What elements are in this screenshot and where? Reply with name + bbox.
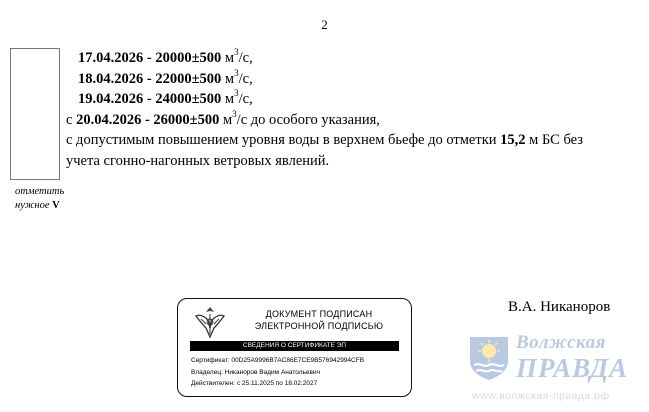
line-suffix: /с, [238,50,253,66]
stamp-title-line1: ДОКУМЕНТ ПОДПИСАН [265,309,373,319]
line-unit: м [221,50,235,66]
line-unit: м [221,91,235,107]
signer-name: В.А. Никаноров [508,299,611,315]
stamp-section-bar: СВЕДЕНИЯ О СЕРТИФИКАТЕ ЭП [190,341,399,351]
stamp-owner: Владелец: Никаноров Вадим Анатольевич [191,369,320,376]
watermark-line1: Волжская [516,332,606,353]
line-date-value: 17.04.2026 - 20000±500 [78,50,222,66]
page-number: 2 [321,17,328,32]
checkbox-note-line2 [15,199,64,213]
discharge-schedule [66,48,626,171]
line-unit-sup: 3 [232,108,237,119]
checkbox-note-line1: отметить [15,186,65,197]
water-level-value: 15,2 [500,132,526,148]
schedule-line-3 [66,89,626,110]
line-date-value: 19.04.2026 - 24000±500 [78,91,222,107]
line-unit-sup: 3 [234,88,239,99]
paragraph-line-1 [66,130,626,151]
schedule-line-4 [66,110,626,131]
line-date-value: 18.04.2026 - 22000±500 [78,70,222,87]
stamp-title-line2: ЭЛЕКТРОННОЙ ПОДПИСЬЮ [254,320,384,331]
checkbox-note [15,185,64,213]
emblem-icon [192,304,228,340]
line-unit-sup: 3 [234,67,239,78]
stamp-certificate: Сертификат: 00D25A9996B7AC86E7CE9B576942994CFB [191,357,365,364]
paragraph-text: с допустимым повышением уровня воды в верхнем бьефе до отметки [66,132,501,148]
stamp-validity: Действителен: с 25.11.2025 по 18.02.2027 [191,380,318,387]
line-date-value: 20.04.2026 - 26000±500 [76,111,220,128]
e-signature-stamp [177,298,412,397]
line-prefix: с [66,111,77,128]
checkbox-note-word: нужное [15,200,50,211]
watermark-line2: ПРАВДА [516,353,629,383]
check-box[interactable] [10,48,60,180]
schedule-line-2 [66,69,626,90]
line-unit: м [221,70,235,87]
line-suffix: /с до особого указания, [236,111,380,128]
schedule-line-1 [66,48,626,69]
checkbox-note-mark: V [52,200,60,211]
line-unit: м [219,111,233,128]
line-unit-sup: 3 [234,47,239,58]
line-suffix: /с, [238,91,253,107]
line-suffix: /с, [238,70,253,87]
newspaper-watermark [468,331,648,412]
watermark-url: www.волжская-правда.рф [472,390,610,402]
paragraph-line-2: учета сгонно-нагонных ветровых явлений. [66,152,330,169]
paragraph-text: м БС без [525,132,583,148]
coat-of-arms-icon [468,335,510,381]
stamp-title [230,309,408,332]
